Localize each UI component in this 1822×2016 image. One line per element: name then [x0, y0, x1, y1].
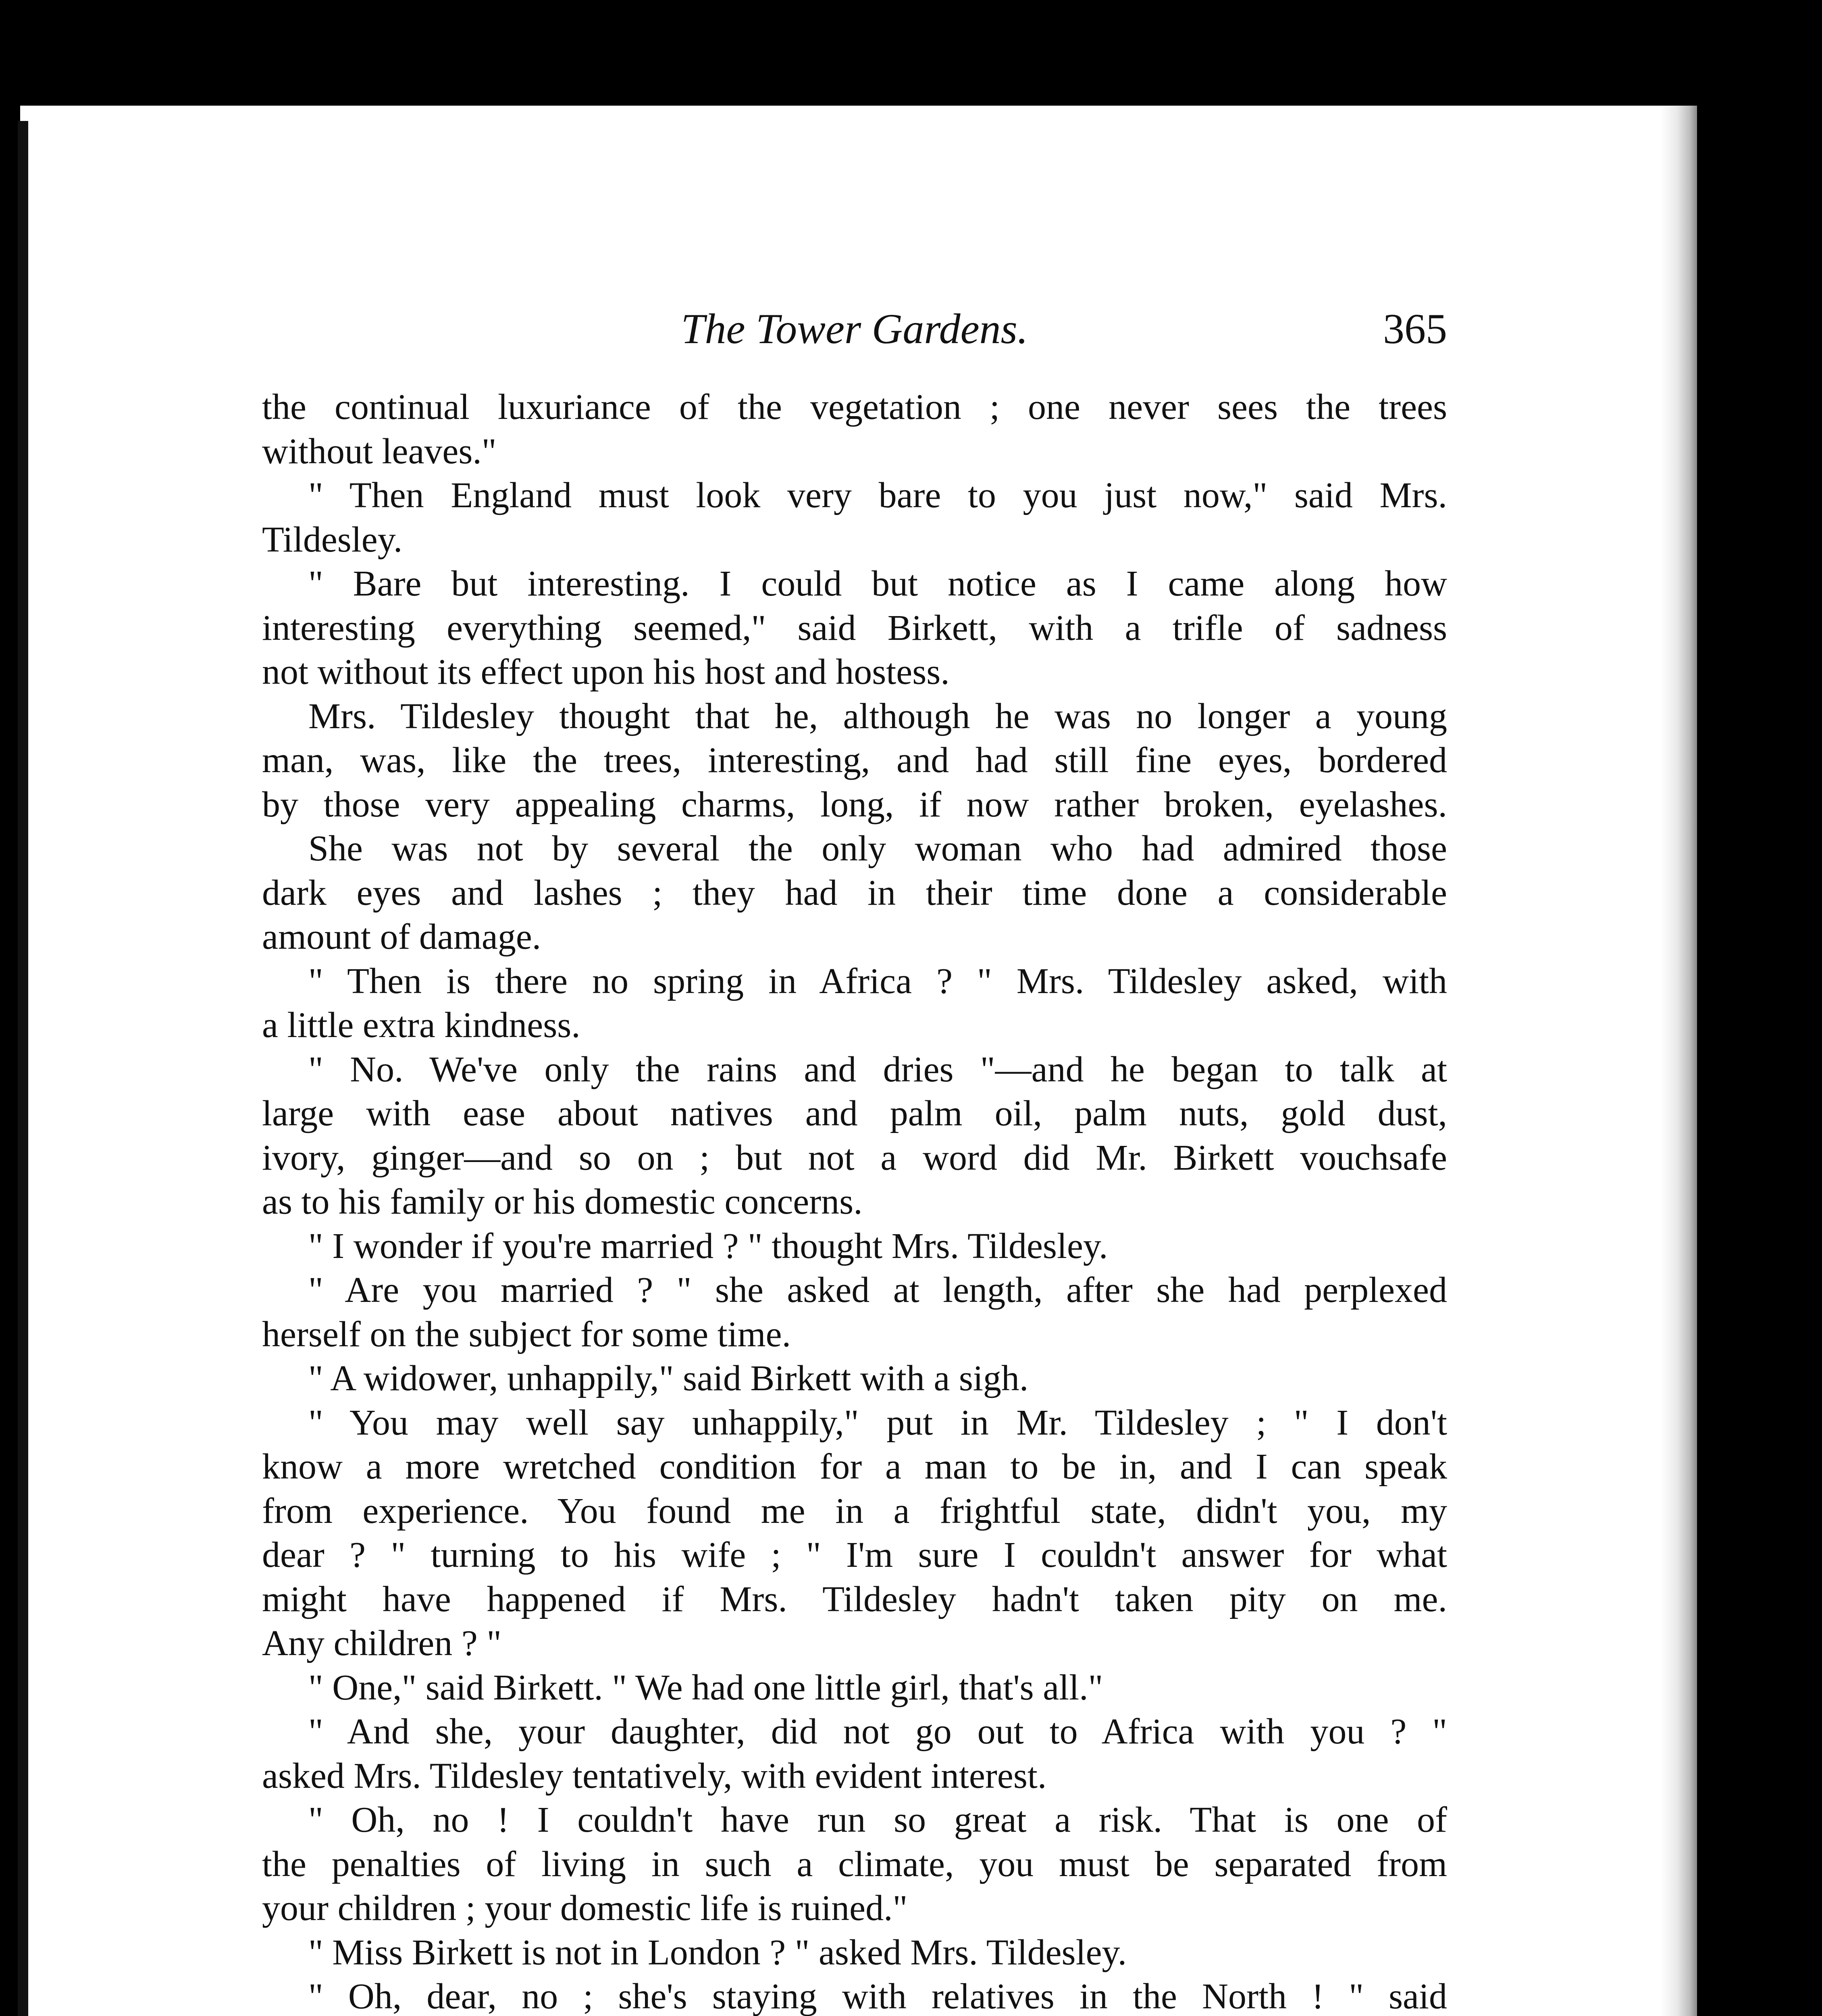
text-line: " A widower, unhappily," said Birkett with a sigh.: [308, 1358, 1029, 1398]
text-line: " Are you married ? " she asked at length, after she had perplexed: [308, 1270, 1447, 1310]
text-line: know a more wretched condition for a man to be in, and I can speak: [262, 1447, 1447, 1487]
text-line: She was not by several the only woman who had admired those: [308, 829, 1447, 868]
text-line: " I wonder if you're married ? " thought Mrs. Tildesley.: [308, 1226, 1108, 1266]
text-line: a little extra kindness.: [262, 1005, 580, 1045]
running-title: The Tower Gardens.: [681, 305, 1028, 352]
text-line: not without its effect upon his host and hostess.: [262, 652, 950, 692]
text-line: " One," said Birkett. " We had one little girl, that's all.": [308, 1667, 1103, 1708]
text-line: amount of damage.: [262, 917, 541, 957]
text-line: " Then is there no spring in Africa ? " Mrs. Tildesley asked, with: [308, 961, 1447, 1001]
text-line: " Miss Birkett is not in London ? " asked Mrs. Tildesley.: [308, 1932, 1127, 1972]
text-line: man, was, like the trees, interesting, and had still fine eyes, bordered: [262, 740, 1447, 780]
text-line: without leaves.": [262, 431, 497, 471]
page-number: 365: [1383, 305, 1447, 352]
text-line: asked Mrs. Tildesley tentatively, with evident interest.: [262, 1756, 1047, 1796]
text-line: Tildesley.: [262, 519, 403, 560]
text-line: " And she, your daughter, did not go out to Africa with you ? ": [308, 1712, 1447, 1752]
text-line: might have happened if Mrs. Tildesley hadn't taken pity on me.: [262, 1579, 1447, 1619]
running-header: [262, 304, 1447, 357]
text-line: from experience. You found me in a frightful state, didn't you, my: [262, 1491, 1447, 1531]
text-line: large with ease about natives and palm oil, palm nuts, gold dust,: [262, 1093, 1447, 1133]
body-text: [262, 385, 1447, 2016]
text-line: " Oh, dear, no ; she's staying with relatives in the North ! " said: [308, 1976, 1447, 2016]
text-line: " Oh, no ! I couldn't have run so great a risk. That is one of: [308, 1800, 1447, 1840]
text-line: " Then England must look very bare to you just now," said Mrs.: [308, 475, 1447, 515]
text-line: Any children ? ": [262, 1623, 502, 1663]
text-line: the penalties of living in such a climate, you must be separated from: [262, 1844, 1447, 1884]
text-line: " Bare but interesting. I could but notice as I came along how: [308, 564, 1447, 604]
text-line: by those very appealing charms, long, if now rather broken, eyelashes.: [262, 784, 1447, 825]
text-line: interesting everything seemed," said Birkett, with a trifle of sadness: [262, 608, 1447, 648]
text-line: herself on the subject for some time.: [262, 1314, 791, 1354]
text-line: ivory, ginger—and so on ; but not a word did Mr. Birkett vouchsafe: [262, 1137, 1447, 1178]
binding-shadow: [18, 121, 28, 2016]
text-line: dark eyes and lashes ; they had in their time done a considerable: [262, 873, 1447, 913]
page-edge: [1661, 106, 1697, 2016]
text-line: " You may well say unhappily," put in Mr. Tildesley ; " I don't: [308, 1402, 1447, 1443]
text-line: as to his family or his domestic concerns.: [262, 1182, 863, 1222]
text-line: " No. We've only the rains and dries "—and he began to talk at: [308, 1049, 1447, 1089]
text-line: your children ; your domestic life is ruined.": [262, 1888, 908, 1928]
text-line: dear ? " turning to his wife ; " I'm sure I couldn't answer for what: [262, 1535, 1447, 1575]
text-line: the continual luxuriance of the vegetation ; one never sees the trees: [262, 387, 1447, 427]
text-line: Mrs. Tildesley thought that he, although he was no longer a young: [308, 696, 1447, 736]
